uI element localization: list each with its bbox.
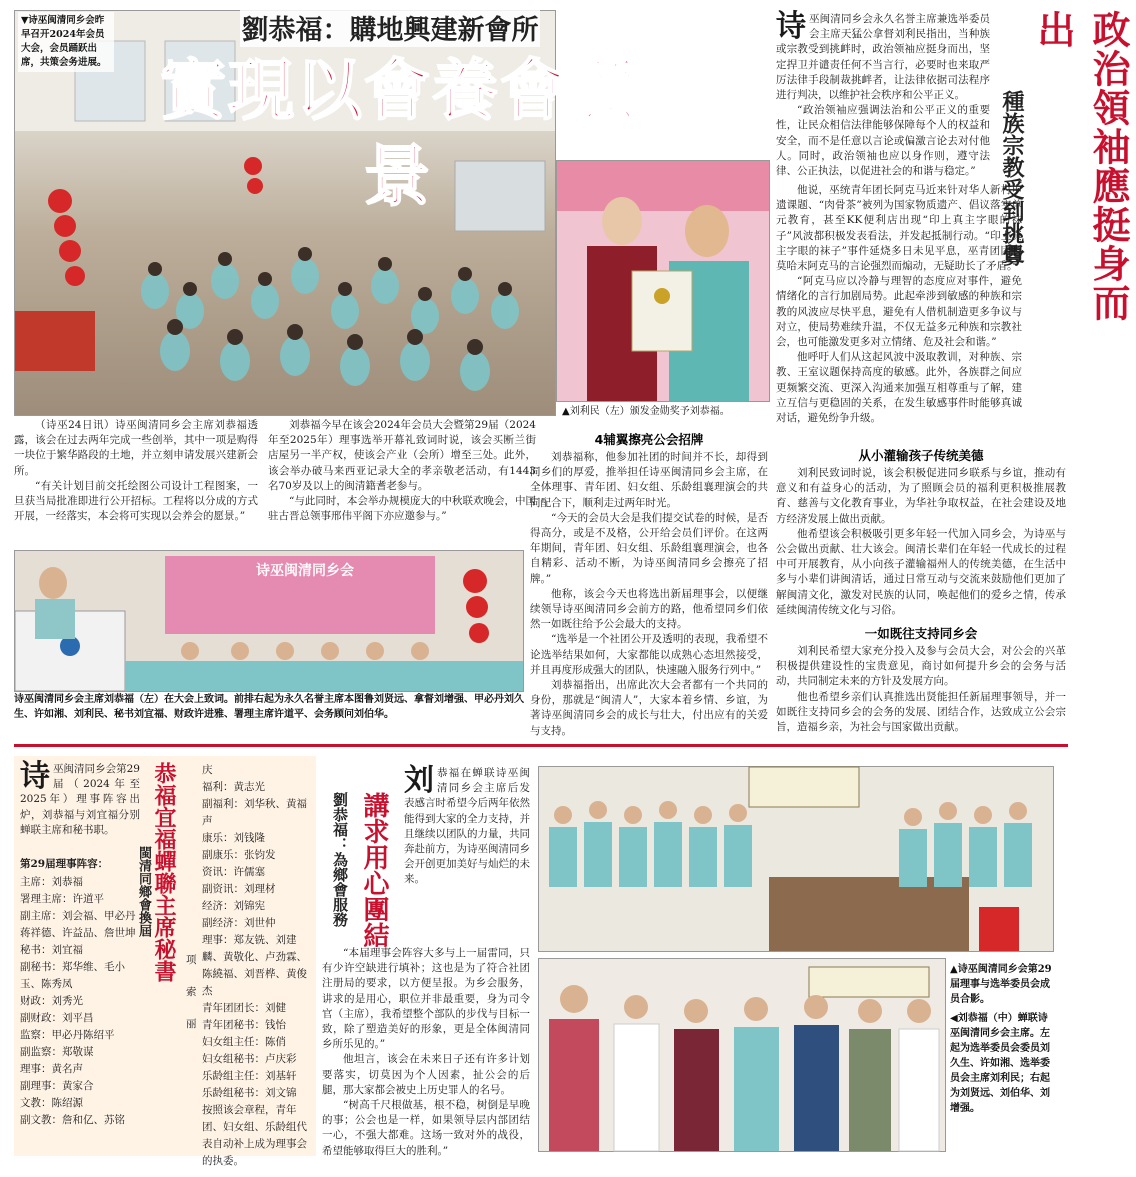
roster-item: 副理事：黄家合 <box>20 1080 94 1092</box>
roster-item: 副文教：詹和亿、苏铭 <box>20 1114 125 1126</box>
roster-item: 文教：陈绍源 <box>20 1097 83 1109</box>
right-article-body-3 <box>776 466 1066 618</box>
speaker-photo-caption: 诗巫闽清同乡会主席刘恭福（左）在大会上致词。前排右起为永久名誉主席本图鲁刘贤远、拿督刘增强、甲必丹刘久生、许如湘、刘利民、秘书刘宜福、财政许进雅、署理主席许道平、会务顾问刘伯华。 <box>14 694 524 720</box>
middle-article-para: “选举是一个社团公开及透明的表现，我希望不论选举结果如何，大家都能以成熟心态坦然接受，并且再度形成强大的团队，快速融入服务行列中。” <box>530 633 768 676</box>
section-divider <box>14 744 1068 747</box>
meeting-photo <box>538 766 1054 952</box>
roster-item: 署理主席：许道平 <box>20 893 104 905</box>
group-photo-caption-2: ◀刘恭福（中）蝉联诗巫闽清同乡会主席。左起为选举委员会委员刘久生、许如湘、选举委员会主席刘利民；右起为刘贤远、刘伯华、刘增强。 <box>950 1013 1050 1114</box>
headline-main: 實現以會養會願景 <box>160 52 636 215</box>
bottom-article-para: “本届理事会阵容大多与上一届雷同，只有少许空缺进行填补；这也是为了符合社团注册局的要求，以方便呈报。为乡会服务，讲求的是用心，职位并非最重要，身为司令官（主席），我希望整个部队的步伐与目标一致，除了塑造美好的形象，更是全体闽清同乡所乐见的。” <box>322 947 530 1051</box>
right-article-para: 刘利民希望大家充分投入及参与会员大会，对公会的兴革积极提供建设性的宝贵意见，商讨如何提升乡会的会务与活动，共同制定未来的方针及发展方向。 <box>776 645 1066 688</box>
left-article-para: “有关计划目前交托绘图公司设计工程图案，一旦获当局批准即进行公开招标。工程将以分成的方式开展，一经落实，本会将可实现以会养会的愿景。” <box>14 479 258 523</box>
roster-item: 乐龄组秘书：刘文锦 <box>202 1087 297 1099</box>
roster-extra-chars <box>186 944 202 1040</box>
roster-item: 康乐：刘钱隆 <box>202 832 265 844</box>
middle-article-subhead: 4辅翼擦亮公会招牌 <box>594 432 704 447</box>
roster-item: 青年团秘书：钱怡 <box>202 1019 286 1031</box>
roster-item: 副财政：刘平昌 <box>20 1012 94 1024</box>
right-article-para: “政治领袖应强调法治和公平正义的重要性，让民众相信法律能够保障每个人的权益和安全，而不是任意以言论或偏激言论去对付他人。同时，政治领袖也应以身作则，遵守法律、公正执法，以促进社会的和谐与稳定。” <box>776 104 990 178</box>
right-article-para: “阿克马应以冷静与理智的态度应对事件，避免情绪化的言行加剧局势。此起牵涉到敏感的种族和宗教的风波应尽快平息，避免有人借机制造更多争议与对立，使局势难续升温，不仅无益多元种族和宗教社会，也可能激发更多对立情绪、危及社会和谐。” <box>776 275 1022 349</box>
roster-item: 副福利：刘华秋、黄福声 <box>202 798 307 827</box>
right-article-subhead-3: 一如既往支持同乡会 <box>864 626 978 641</box>
roster-intro-text: 巫闽清同乡会第29届（2024年至2025年）理事阵容出炉，刘恭福与刘宜福分别蝉联主席和秘书职。 <box>20 763 140 836</box>
award-photo-art <box>557 161 769 401</box>
group-photo-caption <box>950 962 1056 1116</box>
middle-article-para: 刘恭福指出，出席此次大会者都有一个共同的身份，那就是“闽清人”，大家本着乡情、乡谊，为著诗巫闽清同乡会的成长与壮大，付出应有的关爱与支持。 <box>530 679 768 737</box>
roster-item: 青年团团长：刘健 <box>202 1002 286 1014</box>
roster-item: 副秘书：郑华维、毛小玉、陈秀凤 <box>20 961 125 990</box>
roster-item: 理事：郑友铣、刘建麟、黄敬化、卢劲霖、陈繞福、刘晋桦、黄俊杰 <box>202 934 307 997</box>
left-article-para: “与此同时，本会举办规模庞大的中秋联欢晚会，中国驻古晋总领事邢伟平阁下亦应邀参与。” <box>268 495 536 523</box>
handshake-photo <box>538 958 946 1152</box>
right-article-subheadline: 種族宗教受到挑釁 <box>999 90 1024 266</box>
right-article-dropcap: 诗 <box>776 9 806 44</box>
middle-article-para: “今天的会员大会是我们提交试卷的时候，是否得高分，或是不及格，公开给会员们评价。在这两年期间，青年团、妇女组、乐龄组襄理演会，也各自精彩、活动不断，为诗巫闽清同乡会擦亮了招牌。” <box>530 511 768 585</box>
right-article-body <box>776 9 990 179</box>
right-article-para: 他说，巫统青年团长阿克马近来针对华人新村申遗课题、“肉骨茶”被列为国家物质遗产、倡议落实单元教育，甚至KK便利店出现“印上真主字眼的袜子”风波都积极发表看法，并发起抵制行动。“印上真主字眼的袜子”事件延烧多日未见平息，巫青团团长莫哈末阿克马的言论强烈而煽动，无疑助长了矛盾。 <box>776 184 1022 273</box>
roster-item: 乐龄组主任：刘基轩 <box>202 1070 297 1082</box>
middle-article-body <box>530 450 768 739</box>
roster-item: 妇女组秘书：卢庆彩 <box>202 1053 297 1065</box>
bottom-article-body <box>404 763 530 888</box>
roster-item: 妇女组主任：陈俏 <box>202 1036 286 1048</box>
left-article-para: 刘恭福今早在该会2024年会员大会暨第29届（2024年至2025年）理事选举开幕礼致词时说，该会买断兰街店屋另一半产权，使该会产业（会所）增至三处。此外，该会举办破马来西亚记录大全的孝亲敬老活动，有1443名70岁及以上的闽清籍耆老参与。 <box>268 419 536 492</box>
bottom-article-dropcap: 刘 <box>404 763 434 798</box>
headline-kicker: 劉恭福：購地興建新會所 <box>240 8 540 47</box>
roster-item: 副康乐：张钧发 <box>202 849 276 861</box>
roster-item: 资讯：许儒塞 <box>202 866 265 878</box>
middle-article-para: 他称，该会今天也将选出新届理事会，以便继续领导诗巫闽清同乡会前方的路，他希望同乡们依然一如既往给予公会最大的支持。 <box>530 587 768 631</box>
bottom-article-body-2 <box>322 946 530 1159</box>
roster-item: 主席：刘恭福 <box>20 876 83 888</box>
bottom-article-para: 恭福在蝉联诗巫闽清同乡会主席后发表感言时希望今后两年依然能得到大家的全力支持，并且继续以团队的力量，共同奔赴前方，为诗巫闽清同乡会开创更加美好与灿烂的未来。 <box>404 767 530 886</box>
roster-item: 秘书：刘宜福 <box>20 944 83 956</box>
right-article-para: 他呼吁人们从这起风波中汲取教训，对种族、宗教、王室议题保持高度的敏感。此外，各族群之间应更频繁交流、更深入沟通来加强互相尊重与了解，建立互信与更稳固的关系，在发生敏感事件时能够真诚对话，避免纷争升级。 <box>776 351 1022 425</box>
roster-intro <box>20 759 140 838</box>
left-article-para: （诗巫24日讯）诗巫闽清同乡会主席刘恭福透露，该会在过去两年完成一些创举，其中一项是购得一块位于繁华路段的土地，并立刻申请发展兴建新会所。 <box>14 419 258 477</box>
award-photo <box>556 160 770 402</box>
roster-list-head: 第29届理事阵容： <box>20 858 109 870</box>
roster-vertical-title: 恭福宜福蟬聯主席秘書 <box>151 762 176 982</box>
roster-item: 庆 <box>202 764 213 776</box>
roster-vertical-sub: 閩清同鄉會換屆 <box>136 846 151 937</box>
right-article-para: 他希望该会积极吸引更多年轻一代加入同乡会，为诗巫与公会做出贡献、壮大该会。闽清长辈们在年轻一代成长的过程中可开展教育，从小向孩子灌输福州人的传统美德，在生活中多与小辈们讲闽清话，通过日常互动与交流来鼓励他们更加了解闽清文化，激发对民族的认同，唤起他们的爱乡之情，传承延续闽清传统文化与习俗。 <box>776 527 1066 616</box>
roster-left-list <box>20 874 140 1129</box>
meeting-photo-art <box>539 767 1053 951</box>
right-article-body-2 <box>776 183 1022 426</box>
bottom-article-para: 他坦言，该会在未来日子还有许多计划要落实，切莫因为个人因素，扯公会的后腿，那大家都会被史上历史罪人的名号。 <box>322 1053 530 1096</box>
crowd-photo-caption: ▼诗巫闽清同乡会昨早召开2024年会员大会，会员踊跃出席，共策会务进展。 <box>18 12 114 72</box>
roster-extra-char: 项 <box>186 954 197 966</box>
roster-extra-char: 索 <box>186 986 197 998</box>
roster-right-list <box>202 762 310 1170</box>
speaker-photo-banner: 诗巫闽清同乡会 <box>256 563 354 579</box>
roster-item: 经济：刘锦宪 <box>202 900 265 912</box>
roster-extra-char: 丽 <box>186 1018 197 1030</box>
bottom-article-para: “树高千尺根做基，根不稳，树倒是早晚的事；公会也是一样，如果领导层内部团结一心，不强大都难。这场一致对外的战役，希望能够取得巨大的胜利。” <box>322 1099 530 1157</box>
award-photo-caption: ▲刘利民（左）颁发金勋奖予刘恭福。 <box>562 406 730 417</box>
right-article-para: 刘利民致词时说，该会积极促进同乡联系与乡谊，推动有意义和有益身心的活动，为了照顾会员的福利更积极推展教育、慈善与文化教育事业，为华社争取权益，在社会建设及地方经济发展上做出贡献。 <box>776 467 1066 525</box>
left-article-col2 <box>268 418 536 524</box>
right-article-subhead-2: 从小灌输孩子传统美德 <box>858 448 984 463</box>
roster-dropcap: 诗 <box>20 759 50 794</box>
group-photo-caption-1: ▲诗巫闽清同乡会第29届理事与选举委员会成员合影。 <box>950 964 1052 1005</box>
right-article-body-4 <box>776 644 1066 735</box>
roster-item: 副经济：刘世仲 <box>202 917 276 929</box>
roster-item: 财政：刘秀光 <box>20 995 83 1007</box>
roster-item: 按照该会章程，青年团、妇女组、乐龄组代表自动补上成为理事会的执委。 <box>202 1104 307 1167</box>
left-article-col1 <box>14 418 258 524</box>
roster-item: 监察：甲必丹陈绍平 <box>20 1029 115 1041</box>
bottom-article-vertical-sub: 劉恭福：為鄉會服務 <box>331 792 349 927</box>
roster-item: 副主席：刘会福、甲必丹蒋祥德、许益品、詹世坤 <box>20 910 136 939</box>
right-article-headline: 政治領袖應挺身而出 <box>1031 10 1130 322</box>
right-article-para: 他也希望乡亲们认真推选出贤能担任新届理事领导，并一如既往支持同乡会的会务的发展、团结合作，达致成立公会宗旨，造福乡亲，为社会与国家做出贡献。 <box>776 690 1066 734</box>
middle-article-para: 刘恭福称，他参加社团的时间并不长，却得到同乡们的厚爱，推举担任诗巫闽清同乡会主席，在全体理事、青年团、妇女组、乐龄组襄理演会的共同配合下，顺利走过两年时光。 <box>530 451 768 509</box>
bottom-article-vertical-title: 講求用心團結 <box>359 792 389 948</box>
handshake-photo-art <box>539 959 945 1151</box>
roster-item: 福利：黄志光 <box>202 781 265 793</box>
roster-item: 副监察：郑敬谋 <box>20 1046 94 1058</box>
right-article-para: 巫闽清同乡会永久名誉主席兼选举委员会主席天猛公拿督刘利民指出，当种族或宗教受到挑衅时，政治领袖应挺身而出，坚定捍卫并谴责任何不当言行，必要时也来取严厉法律手段制裁挑衅者，让法律依据司法程序进行判决，以维护社会秩序和公平正义。 <box>776 13 990 102</box>
roster-item: 理事：黄名声 <box>20 1063 83 1075</box>
roster-item: 副资讯：刘理材 <box>202 883 276 895</box>
